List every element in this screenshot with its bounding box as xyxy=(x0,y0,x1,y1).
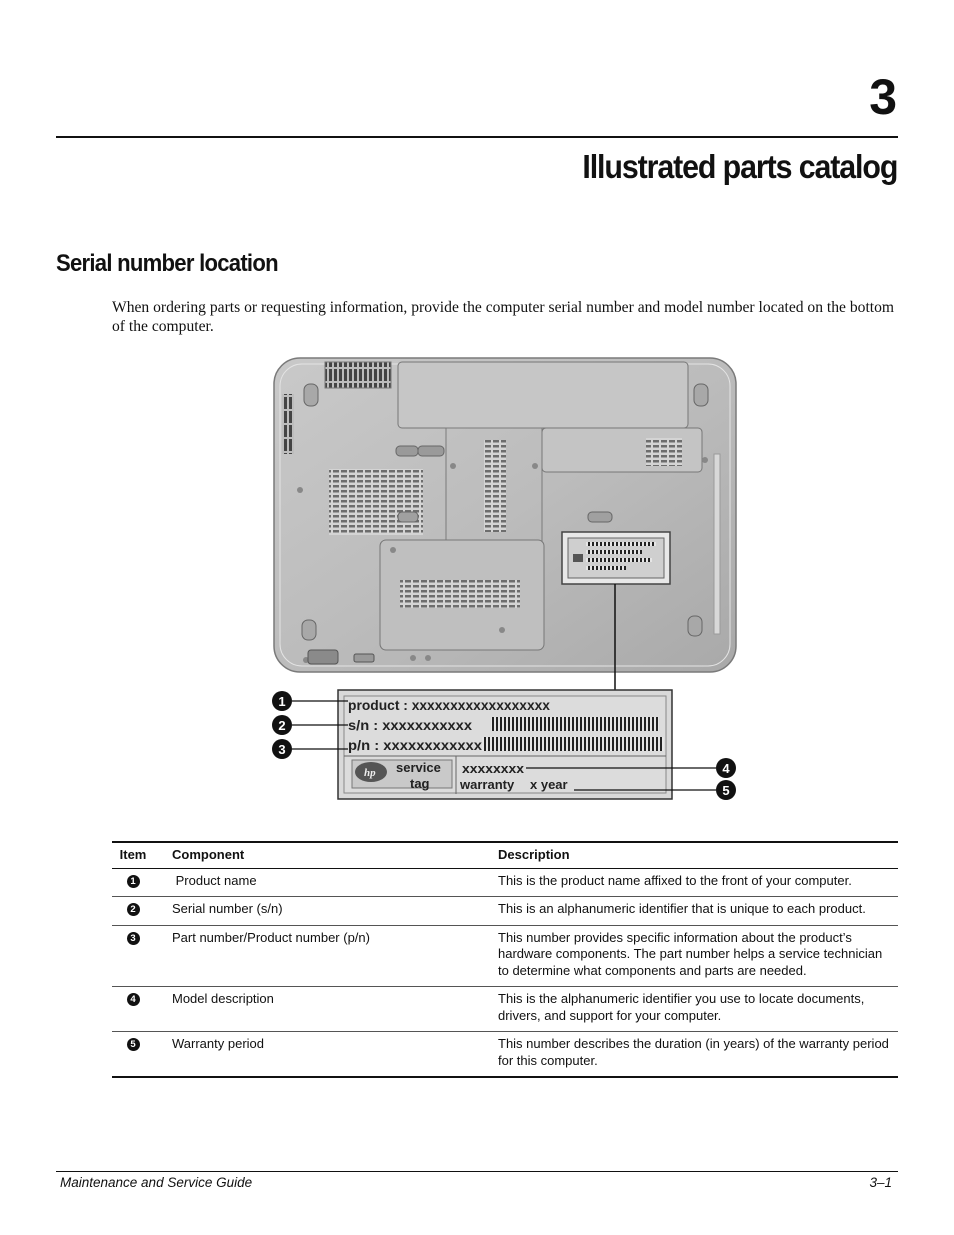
sn-barcode xyxy=(491,717,659,731)
parts-table xyxy=(112,841,898,1078)
callout-5 xyxy=(716,780,736,800)
component-cell: Model description xyxy=(160,987,488,1032)
chapter-number: 3 xyxy=(869,69,897,125)
item-number-badge: 2 xyxy=(127,903,140,916)
component-cell: Product name xyxy=(160,868,488,897)
label-sn-line: s/n : xxxxxxxxxxx xyxy=(348,717,473,733)
callout-2-number: 2 xyxy=(278,718,286,733)
service-tag-label xyxy=(338,690,672,799)
item-number-badge: 1 xyxy=(127,875,140,888)
warranty-label: warranty xyxy=(460,777,515,792)
service-tag-line1: service xyxy=(396,760,441,775)
description-cell: This number provides specific information about the product’s hardware components. The part number helps a service technician to determine what components and parts are needed. xyxy=(488,925,898,987)
table-row xyxy=(112,897,898,926)
table-row xyxy=(112,868,898,897)
label-pn-line: p/n : xxxxxxxxxxxx xyxy=(348,737,483,753)
header-component: Component xyxy=(160,842,488,868)
table-row xyxy=(112,1032,898,1078)
description-cell: This is the product name affixed to the front of your computer. xyxy=(488,868,898,897)
item-number-badge: 3 xyxy=(127,932,140,945)
laptop-bottom-illustration xyxy=(274,358,736,690)
callout-1 xyxy=(272,691,292,711)
header-description: Description xyxy=(488,842,898,868)
callout-1-number: 1 xyxy=(278,694,286,709)
component-cell: Serial number (s/n) xyxy=(160,897,488,926)
section-title: Serial number location xyxy=(56,250,278,277)
chapter-rule xyxy=(56,136,898,138)
callout-3 xyxy=(272,739,292,759)
header-item: Item xyxy=(112,842,160,868)
serial-number-figure xyxy=(268,354,743,804)
footer-page-number: 3–1 xyxy=(869,1175,892,1190)
model-value: xxxxxxxx xyxy=(462,761,525,776)
component-cell: Part number/Product number (p/n) xyxy=(160,925,488,987)
pn-barcode xyxy=(482,737,664,751)
label-product-line: product : xxxxxxxxxxxxxxxxxx xyxy=(348,697,551,713)
service-tag-line2: tag xyxy=(410,776,430,791)
item-number-badge: 5 xyxy=(127,1038,140,1051)
description-cell: This is the alphanumeric identifier you use to locate documents, drivers, and support for your computer. xyxy=(488,987,898,1032)
table-row xyxy=(112,925,898,987)
callout-3-number: 3 xyxy=(278,742,286,757)
warranty-value: x year xyxy=(530,777,568,792)
footer-rule xyxy=(56,1171,898,1172)
chapter-title: Illustrated parts catalog xyxy=(582,148,897,185)
item-number-badge: 4 xyxy=(127,993,140,1006)
callout-4-number: 4 xyxy=(722,761,730,776)
component-cell: Warranty period xyxy=(160,1032,488,1078)
callout-5-number: 5 xyxy=(722,783,730,798)
description-cell: This is an alphanumeric identifier that is unique to each product. xyxy=(488,897,898,926)
intro-paragraph: When ordering parts or requesting information, provide the computer serial number and model number located on the bottom of the computer. xyxy=(112,299,895,335)
table-row xyxy=(112,987,898,1032)
table-header-row xyxy=(112,842,898,868)
callout-2 xyxy=(272,715,292,735)
callout-4 xyxy=(716,758,736,778)
hp-logo-text: hp xyxy=(364,767,376,779)
description-cell: This number describes the duration (in years) of the warranty period for this computer. xyxy=(488,1032,898,1078)
footer-guide-title: Maintenance and Service Guide xyxy=(60,1175,253,1190)
